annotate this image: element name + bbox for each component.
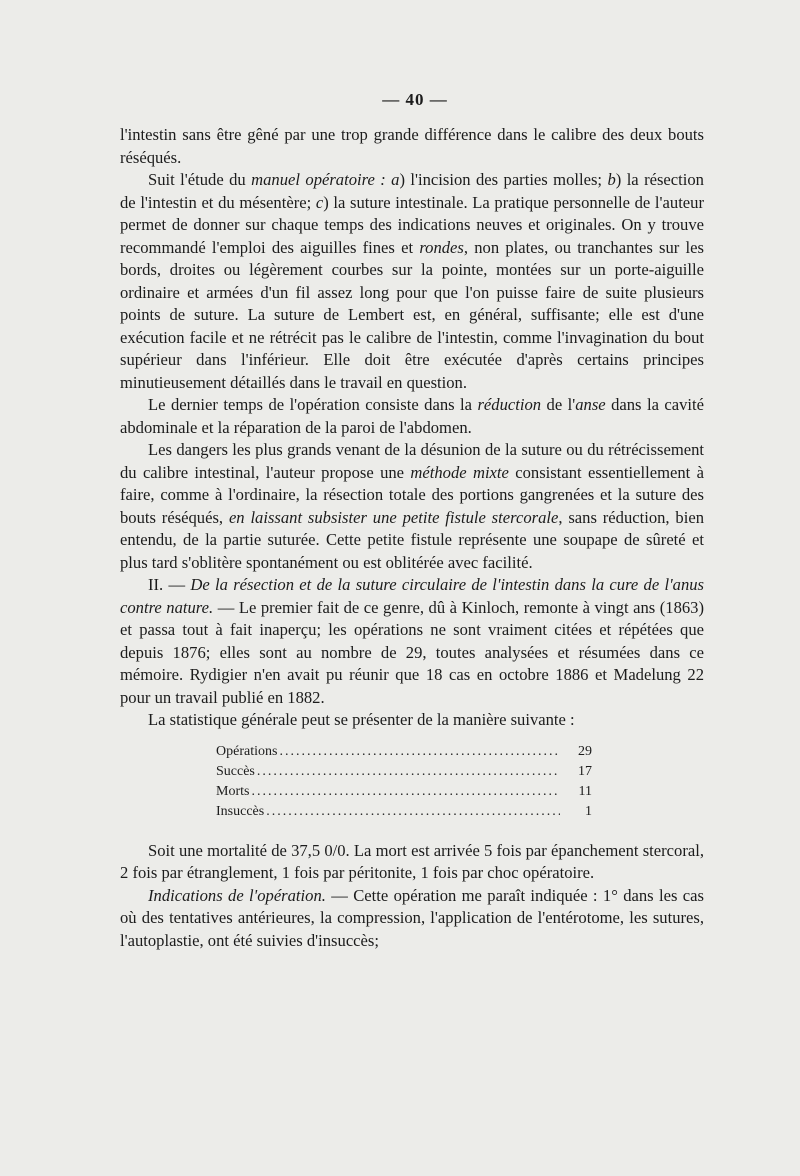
paragraph-section-ii <box>120 574 704 709</box>
text-run: — Cette opération me paraît indiquée : 1° dans les cas où des tentatives antérieures, la compression, l'application de l'entérotome, les sutures, l'autoplastie, ont été suivies d'insuccès; <box>120 885 704 950</box>
italic-run: b <box>607 170 616 189</box>
text-run: de l' <box>541 395 576 414</box>
body-text <box>120 124 704 952</box>
section-heading: De la résection et de la suture circulaire de l'intestin dans la cure de l'anus contre nature. <box>120 575 705 617</box>
text-run: Le dernier temps de l'opération consiste dans la <box>148 395 478 414</box>
stat-label: Opérations <box>216 743 278 759</box>
stat-value: 29 <box>578 743 592 759</box>
leader-dots <box>257 762 560 782</box>
stat-row <box>216 802 592 822</box>
vertical-spacer <box>120 830 704 840</box>
stat-value: 17 <box>578 763 592 779</box>
text-run: ) la suture intestinale. La pratique personnelle de l'auteur permet de donner sur chaque temps des indications neuves et originales. On y trouve recommandé l'emploi des aiguilles fines et <box>120 192 704 257</box>
italic-run: c <box>315 192 324 212</box>
text-run: ) la résection de l'intestin et du mésentère; <box>120 170 704 212</box>
stat-row <box>216 742 592 762</box>
paragraph-manuel-operatoire <box>120 169 704 394</box>
text-run: Suit l'étude du <box>148 170 252 189</box>
paragraph-dangers <box>120 439 704 574</box>
text-run: Les dangers les plus grands venant de la désunion de la suture ou du rétrécissement du calibre intestinal, l'auteur propose une <box>120 440 704 482</box>
italic-run: méthode mixte <box>410 462 509 482</box>
section-number: II. — <box>148 575 191 594</box>
italic-run: réduction <box>477 395 542 414</box>
statistics-table <box>216 742 592 822</box>
leader-dots <box>279 742 560 762</box>
stat-value: 11 <box>578 783 592 799</box>
leader-dots <box>251 782 560 802</box>
text-run: dans la cavité abdominale et la réparation de la paroi de l'abdomen. <box>120 395 704 437</box>
stat-row <box>216 782 592 802</box>
italic-run: manuel opératoire : a <box>251 170 400 189</box>
stat-label: Insuccès <box>216 803 265 819</box>
stat-label: Morts <box>216 783 250 799</box>
paragraph-indications <box>120 885 704 953</box>
paragraph-dernier-temps <box>120 394 704 439</box>
italic-run: en laissant subsister une petite fistule stercorale <box>228 507 559 527</box>
stat-label: Succès <box>216 763 255 779</box>
text-run: ) l'incision des parties molles; <box>399 170 608 189</box>
text-run: , non plates, ou tranchantes sur les bords, droites ou légèrement courbes sur la pointe, montées sur un porte-aiguille ordinaire et armées d'un fil assez long pour que l'on puisse faire de suite plusieurs points de suture. La suture de Lembert est, en général, suffisante; elle est d'une exécution facile et ne rétrécit pas le calibre de l'intestin, comme l'invagination du bout supérieur dans l'inférieur. Elle doit être exécutée d'après certains principes minutieusement détaillés dans le travail en question. <box>120 237 704 392</box>
leader-dots <box>266 802 560 822</box>
text-run: — Le premier fait de ce genre, dû à Kinloch, remonte à vingt ans (1863) et passa tout à fait inaperçu; les opérations ne sont vraiment citées et répétées que depuis 1876; elles sont au nombre de 29, toutes analysées et résumées dans ce mémoire. Rydigier n'en avait pu réunir que 18 cas en octobre 1886 et Madelung 22 pour un travail publié en 1882. <box>120 597 705 707</box>
text-run: consistant essentiellement à faire, comme à l'ordinaire, la résection totale des portions gangrenées et la suture des bouts réséqués, <box>120 462 704 527</box>
stat-row <box>216 762 592 782</box>
text-run: , sans réduction, bien entendu, de la partie suturée. Cette petite fistule représente une soupape de sûreté et plus tard s'oblitère spontanément ou est oblitérée avec facilité. <box>120 507 704 572</box>
paragraph-continuation: l'intestin sans être gêné par une trop grande différence dans le calibre des deux bouts réséqués. <box>120 125 704 167</box>
italic-run: anse <box>575 395 606 414</box>
stat-value: 1 <box>585 803 592 819</box>
paragraph-mortalite: Soit une mortalité de 37,5 0/0. La mort est arrivée 5 fois par épanchement stercoral, 2 fois par étranglement, 1 fois par péritonite, 1 fois par choc opératoire. <box>120 840 704 882</box>
page-number: — 40 — <box>382 90 448 109</box>
italic-run: Indications de l'opération. <box>148 885 326 905</box>
paragraph-statistique-intro: La statistique générale peut se présenter de la manière suivante : <box>148 710 575 729</box>
italic-run: rondes <box>419 237 464 257</box>
